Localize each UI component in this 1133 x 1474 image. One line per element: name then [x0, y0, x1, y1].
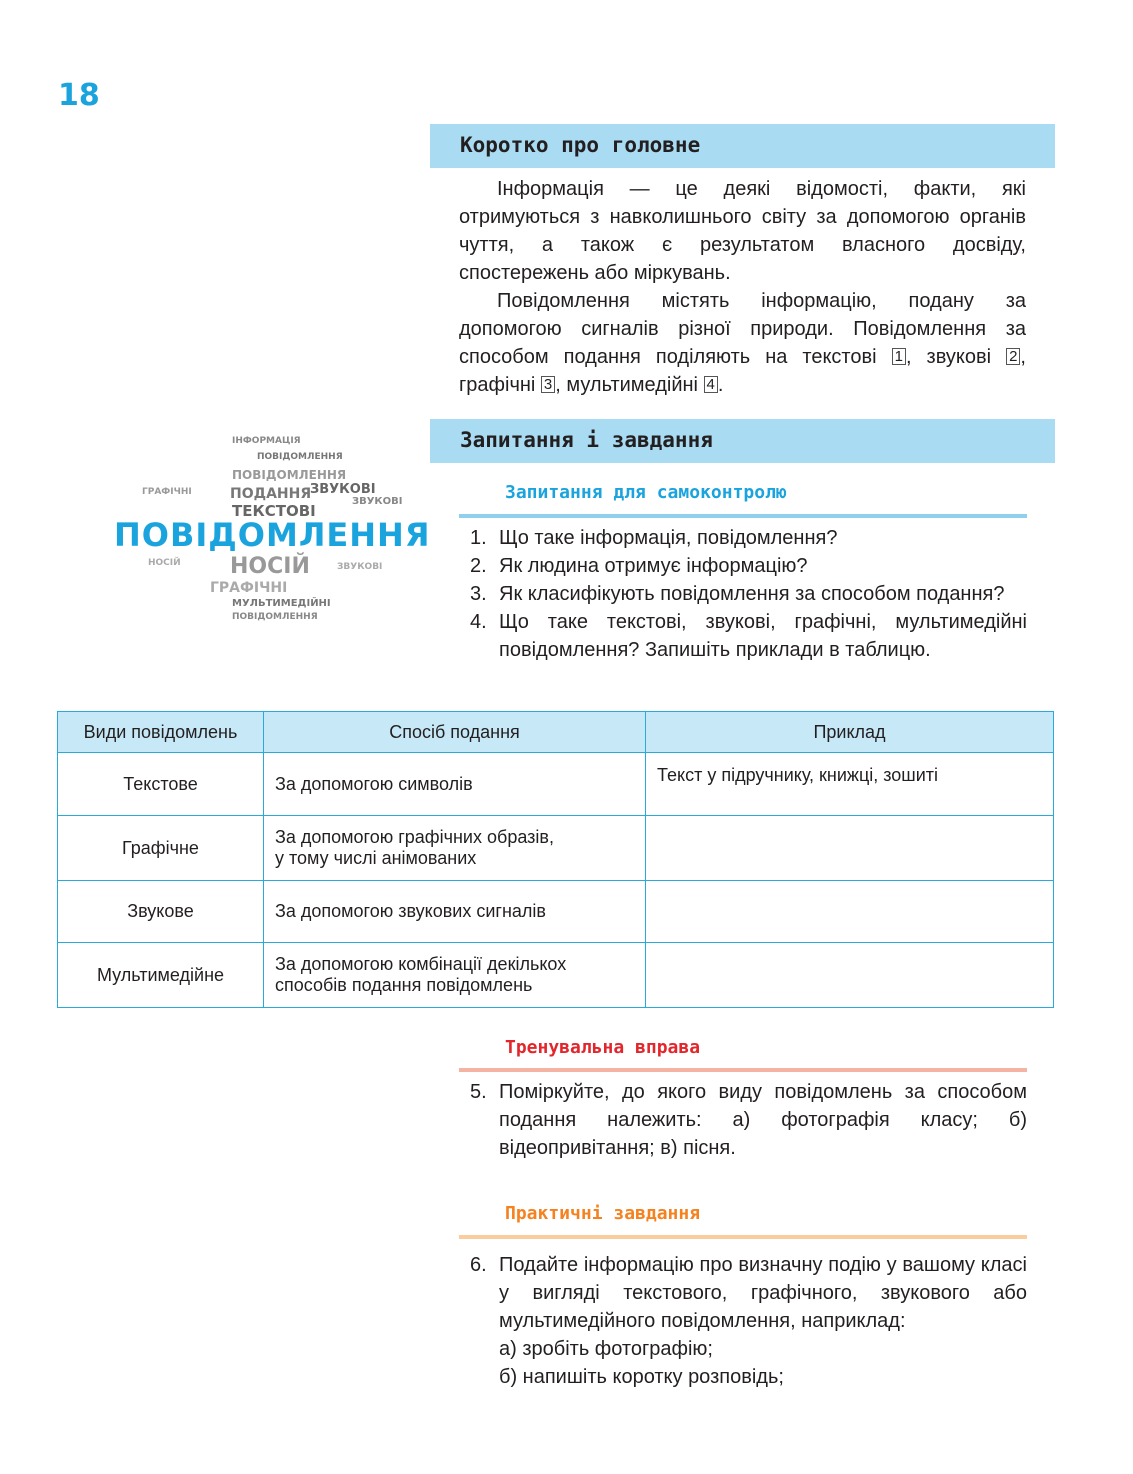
question-item: 3. Як класифікують повідомлення за способом подання?: [470, 583, 1005, 605]
questions-title: Запитання і завдання: [460, 428, 713, 452]
cloud-word: ГРАФІЧНІ: [142, 487, 192, 497]
table-cell-type: Звукове: [58, 881, 264, 943]
ref-box-1: 1: [892, 348, 906, 365]
question-item: 4. Що таке текстові, звукові, графічні, мультимедійні повідомлення? Запишіть приклади в таблицю.: [470, 611, 1027, 661]
table-cell-type: Мультимедійне: [58, 943, 264, 1008]
practical-heading: Практичні завдання: [505, 1203, 701, 1224]
table-cell-method: За допомогою символів: [264, 753, 646, 816]
table-row: [58, 881, 1054, 943]
table-cell-method: За допомогою звукових сигналів: [264, 881, 646, 943]
cloud-word: ГРАФІЧНІ: [210, 580, 288, 596]
table-cell-example: [646, 816, 1054, 881]
cloud-word: ПОДАННЯ: [230, 486, 312, 502]
table-cell-type: Графічне: [58, 816, 264, 881]
training-list: [466, 1078, 1027, 1162]
cloud-main-word: ПОВІДОМЛЕННЯ: [114, 516, 431, 554]
table-cell-type: Текстове: [58, 753, 264, 816]
question-item: 1. Що таке інформація, повідомлення?: [470, 527, 838, 549]
practical-rule: [459, 1235, 1027, 1239]
cloud-word: ТЕКСТОВІ: [232, 502, 316, 520]
cloud-word: ЗВУКОВІ: [352, 496, 403, 507]
ref-box-4: 4: [704, 376, 718, 393]
ref-box-2: 2: [1006, 348, 1020, 365]
table-cell-example: Текст у підручнику, книжці, зошиті: [646, 753, 1054, 816]
question-item: 2. Як людина отримує інформацію?: [470, 555, 808, 577]
table-row: [58, 816, 1054, 881]
cloud-word: НОСІЙ: [148, 558, 181, 568]
summary-paragraph-2: Повідомлення містять інформацію, подану за допомогою сигналів різної природи. Повідомлення за способом подання поділяють на текстові 1 , звукові 2 , графічні 3 , мультимедійні 4 .: [459, 290, 1026, 396]
question-item: 6. Подайте інформацію про визначну подію у вашому класі у вигляді текстового, графічного, звукового або мультимедійного повідомлення, наприклад: а) зробіть фотографію; б) напишіть коротку розповідь;: [466, 1251, 1027, 1391]
practical-list: [466, 1251, 1027, 1391]
training-heading: Тренувальна вправа: [505, 1037, 701, 1058]
cloud-word: ЗВУКОВІ: [337, 562, 383, 572]
table-cell-method: За допомогою графічних образів, у тому числі анімованих: [264, 816, 646, 881]
table-header-cell: Спосіб подання: [264, 712, 646, 753]
table-row: [58, 753, 1054, 816]
cloud-word: ПОВІДОМЛЕННЯ: [232, 612, 318, 622]
question-item: 5. Поміркуйте, до якого виду повідомлень за способом подання належить: а) фотографія класу; б) відеопривітання; в) пісня.: [470, 1081, 1027, 1159]
self-control-rule: [459, 514, 1027, 518]
training-rule: [459, 1068, 1027, 1072]
cloud-word: ІНФОРМАЦІЯ: [232, 436, 301, 446]
practical-sub-b: б) напишіть коротку розповідь;: [499, 1366, 784, 1388]
summary-section-header: [430, 124, 1055, 168]
self-control-list: [466, 524, 1027, 664]
cloud-word: ПОВІДОМЛЕННЯ: [232, 468, 347, 482]
cloud-word: ЗВУКОВІ: [310, 482, 376, 497]
ref-box-3: 3: [541, 376, 555, 393]
cloud-word: МУЛЬТИМЕДІЙНІ: [232, 598, 331, 609]
cloud-word: НОСІЙ: [230, 554, 310, 579]
word-cloud-illustration: [112, 432, 431, 632]
table-cell-example: [646, 943, 1054, 1008]
table-row: [58, 943, 1054, 1008]
page-number: 18: [58, 78, 100, 113]
table-cell-example: [646, 881, 1054, 943]
table-cell-method: За допомогою комбінації декількох способів подання повідомлень: [264, 943, 646, 1008]
practical-sub-a: а) зробіть фотографію;: [499, 1338, 713, 1360]
summary-paragraph-1: Інформація — це деякі відомості, факти, які отримуються з навколишнього світу за допомогою органів чуття, а також є результатом власного досвіду, спостережень або міркувань.: [459, 178, 1026, 284]
table-header-row: [58, 712, 1054, 753]
cloud-word: ПОВІДОМЛЕННЯ: [257, 452, 343, 462]
self-control-heading: Запитання для самоконтролю: [505, 482, 787, 503]
table-header-cell: Приклад: [646, 712, 1054, 753]
table-header-cell: Види повідомлень: [58, 712, 264, 753]
questions-section-header: [430, 419, 1055, 463]
summary-title: Коротко про головне: [460, 133, 701, 157]
message-types-table: [57, 711, 1054, 1008]
